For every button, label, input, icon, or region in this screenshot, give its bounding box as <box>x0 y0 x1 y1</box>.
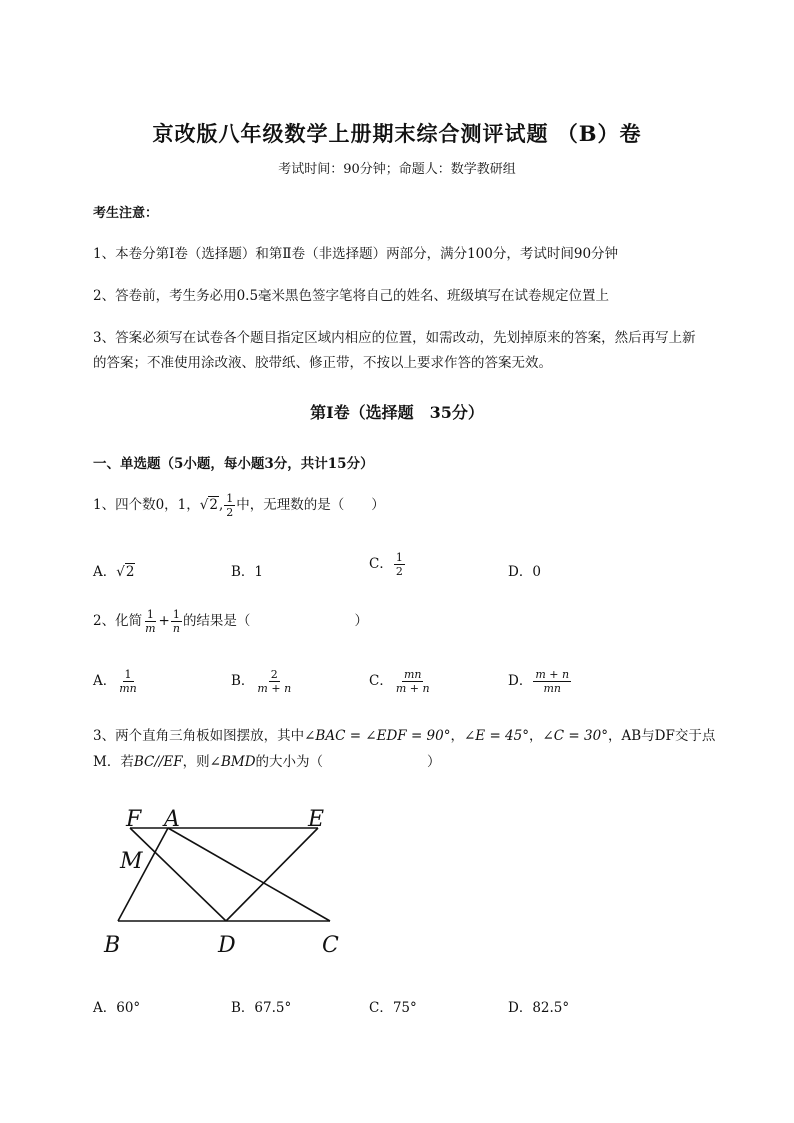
figure-lines <box>118 828 330 921</box>
label-f: F <box>126 807 142 832</box>
line-ab <box>118 828 168 921</box>
q3-parallel: BC//EF <box>133 754 183 770</box>
q3-line1-c: ， <box>528 728 543 744</box>
q2-option-d[interactable] <box>508 668 572 695</box>
q2-opt-d-label: D． <box>508 673 533 689</box>
q1-comma: , <box>218 497 224 513</box>
label-b: B <box>104 933 121 958</box>
label-m: M <box>120 849 143 874</box>
q2-plus: + <box>158 613 170 629</box>
q3-line1-a: 3、两个直角三角板如图摆放，其中 <box>93 728 305 744</box>
q1-option-a[interactable] <box>93 560 135 580</box>
q1-frac-den: 2 <box>226 506 234 519</box>
q2-f2-den: n <box>172 622 180 635</box>
q3-angle-c: ∠C = 30° <box>542 728 608 744</box>
q2-close: ） <box>354 613 368 629</box>
q3-line2-b: ，则 <box>182 754 210 770</box>
q1-opt-a-label: A． <box>93 564 117 580</box>
label-e: E <box>308 807 325 832</box>
q2-opt-a-num: 1 <box>124 668 132 681</box>
notes-heading: 考生注意： <box>93 206 159 221</box>
q3-option-a[interactable]: A．60° <box>93 1000 141 1016</box>
q2-opt-d-num: m + n <box>535 668 570 681</box>
q2-f2-num: 1 <box>172 608 180 621</box>
q3-geometry-figure <box>90 800 360 970</box>
line-fd <box>130 828 226 921</box>
q2-option-b[interactable] <box>231 668 294 695</box>
q1-sqrt-arg: 2 <box>209 497 218 513</box>
section-title: 第I卷（选择题 35分） <box>310 403 484 422</box>
q2-opt-b-num: 2 <box>270 668 278 681</box>
q3-option-c[interactable]: C．75° <box>369 1000 417 1016</box>
question-3-line-1 <box>93 724 715 744</box>
q2-prefix: 2、化简 <box>93 613 143 629</box>
q2-f1-num: 1 <box>146 608 154 621</box>
q2-opt-b-label: B． <box>231 673 255 689</box>
q1-sqrt <box>200 496 219 513</box>
note-item-3: 3、答案必须写在试卷各个题目指定区域内相应的位置，如需改动，先划掉原来的答案，然后再写上新 <box>93 330 696 346</box>
q3-line1-b: ， <box>450 728 464 744</box>
q1-opt-c-num: 1 <box>395 551 403 564</box>
q2-opt-a-fraction <box>117 668 139 695</box>
q2-opt-c-num: mn <box>403 668 422 681</box>
q3-line2-a: M．若 <box>93 754 134 770</box>
q2-opt-d-fraction <box>533 668 571 695</box>
q2-opt-b-fraction <box>255 668 293 695</box>
q3-angle-bmd: ∠BMD <box>209 754 256 770</box>
q1-opt-a-sqrt-sym: √ <box>116 564 125 580</box>
q2-fraction-2 <box>171 608 182 635</box>
q2-opt-c-label: C． <box>369 673 393 689</box>
q1-option-b[interactable]: B．1 <box>231 564 264 580</box>
q2-option-c[interactable] <box>369 668 433 695</box>
q3-option-d[interactable]: D．82.5° <box>508 1000 570 1016</box>
exam-title: 京改版八年级数学上册期末综合测评试题 （B）卷 <box>152 121 642 146</box>
label-a: A <box>164 807 180 832</box>
q1-opt-a-sqrt <box>116 563 135 580</box>
exam-subtitle: 考试时间：90分钟；命题人：数学教研组 <box>278 162 516 177</box>
q2-opt-b-den: m + n <box>257 682 292 695</box>
q1-opt-c-den: 2 <box>395 565 403 578</box>
q1-opt-c-fraction <box>394 551 405 578</box>
q1-sqrt-sym: √ <box>199 497 209 513</box>
q2-f1-den: m <box>145 622 156 635</box>
q1-prefix: 1、四个数0，1， <box>93 497 200 513</box>
q3-option-b[interactable]: B．67.5° <box>231 1000 292 1016</box>
label-d: D <box>218 933 236 958</box>
question-3-line-2 <box>93 750 441 770</box>
q2-fraction-1 <box>143 608 157 635</box>
q2-opt-c-fraction <box>394 668 432 695</box>
q2-opt-d-den: mn <box>543 682 561 695</box>
label-c: C <box>322 933 339 958</box>
q2-opt-a-den: mn <box>119 682 137 695</box>
q1-option-d[interactable]: D．0 <box>508 564 541 580</box>
q3-angle-bac-edf: ∠BAC = ∠EDF = 90° <box>304 728 451 744</box>
q2-suffix: 的结果是（ <box>182 613 251 629</box>
q1-option-c[interactable] <box>369 551 406 578</box>
q2-option-a[interactable] <box>93 668 140 695</box>
q3-line1-d: ，AB与DF交于点 <box>607 728 716 744</box>
q1-suffix: 中，无理数的是（ ） <box>236 497 385 513</box>
note-item-2: 2、答卷前，考生务必用0.5毫米黑色签字笔将自己的姓名、班级填写在试卷规定位置上 <box>93 288 610 304</box>
note-item-1: 1、本卷分第I卷（选择题）和第Ⅱ卷（非选择题）两部分，满分100分，考试时间90分钟 <box>93 246 619 262</box>
q3-close: ） <box>427 754 441 770</box>
q3-angle-e: ∠E = 45° <box>463 728 529 744</box>
q1-opt-c-label: C． <box>369 556 393 572</box>
question-1 <box>93 492 385 519</box>
line-ac <box>168 828 330 921</box>
part-heading: 一、单选题（5小题，每小题3分，共计15分） <box>93 456 374 472</box>
q1-fraction <box>224 492 235 519</box>
q2-opt-a-label: A． <box>93 673 117 689</box>
q1-frac-num: 1 <box>226 492 234 505</box>
q1-opt-a-arg: 2 <box>125 564 135 580</box>
q2-opt-c-den: m + n <box>395 682 430 695</box>
note-item-3-cont: 的答案；不准使用涂改液、胶带纸、修正带，不按以上要求作答的答案无效。 <box>93 355 552 371</box>
question-2 <box>93 608 368 635</box>
q3-line2-c: 的大小为（ <box>255 754 324 770</box>
